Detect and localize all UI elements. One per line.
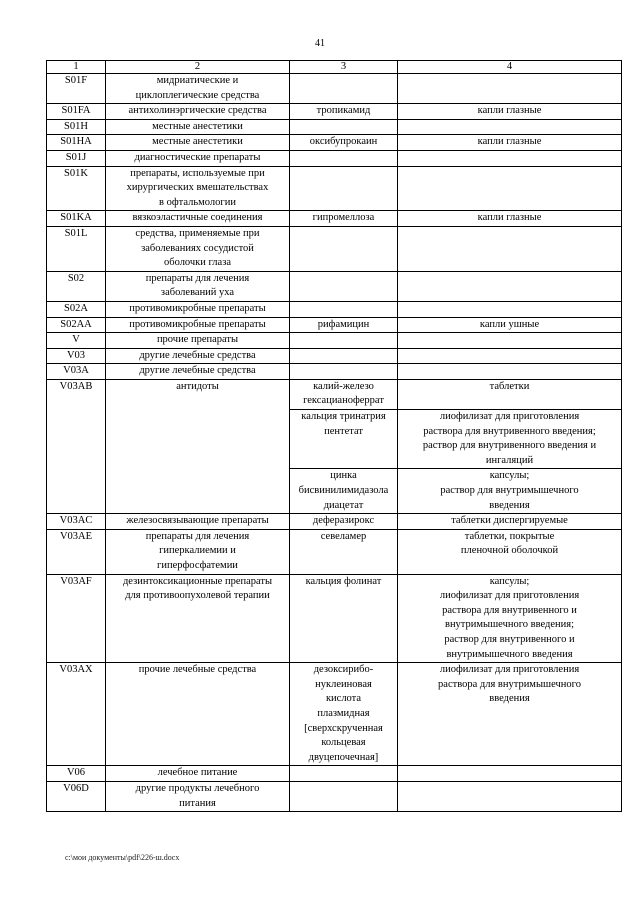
group-name-cell: другие продукты лечебного питания xyxy=(106,781,290,811)
group-name-cell: другие лечебные средства xyxy=(106,364,290,380)
drug-name-cell xyxy=(290,766,398,782)
atc-code-cell: S01F xyxy=(47,74,106,104)
dosage-form-cell xyxy=(398,348,622,364)
table-row xyxy=(47,348,622,364)
group-name-cell: лечебное питание xyxy=(106,766,290,782)
table-row xyxy=(47,317,622,333)
group-name-cell: антихолинэргические средства xyxy=(106,104,290,120)
table-row xyxy=(47,766,622,782)
drug-name-cell xyxy=(290,348,398,364)
atc-code-cell: S01HA xyxy=(47,135,106,151)
atc-code-cell: S02A xyxy=(47,301,106,317)
drug-name-cell: деферазирокс xyxy=(290,514,398,530)
dosage-form-cell xyxy=(398,271,622,301)
group-name-cell: препараты для лечения заболеваний уха xyxy=(106,271,290,301)
atc-code-cell: V03AF xyxy=(47,574,106,663)
dosage-form-cell xyxy=(398,781,622,811)
group-name-cell: местные анестетики xyxy=(106,135,290,151)
table-row xyxy=(47,529,622,574)
atc-code-cell: S01J xyxy=(47,150,106,166)
drug-name-cell: кальция фолинат xyxy=(290,574,398,663)
atc-code-cell: S01FA xyxy=(47,104,106,120)
table-row xyxy=(47,135,622,151)
drug-name-cell: цинка бисвинилимидазола диацетат xyxy=(290,469,398,514)
dosage-form-cell xyxy=(398,301,622,317)
table-row xyxy=(47,781,622,811)
drug-name-cell xyxy=(290,74,398,104)
atc-code-cell: V03A xyxy=(47,364,106,380)
drug-name-cell xyxy=(290,226,398,271)
drug-table xyxy=(46,60,622,812)
table-header-row xyxy=(47,61,622,74)
dosage-form-cell xyxy=(398,166,622,211)
drug-name-cell xyxy=(290,271,398,301)
dosage-form-cell xyxy=(398,766,622,782)
drug-name-cell xyxy=(290,119,398,135)
table-row xyxy=(47,150,622,166)
atc-code-cell: V03AX xyxy=(47,663,106,766)
atc-code-cell: V03 xyxy=(47,348,106,364)
group-name-cell: местные анестетики xyxy=(106,119,290,135)
atc-code-cell: S01H xyxy=(47,119,106,135)
atc-code-cell: V xyxy=(47,333,106,349)
drug-name-cell: дезоксирибо- нуклеиновая кислота плазмидная [сверхскрученная кольцевая двуцепочечная] xyxy=(290,663,398,766)
table-row xyxy=(47,74,622,104)
drug-name-cell: рифамицин xyxy=(290,317,398,333)
header-cell-2: 2 xyxy=(106,61,290,74)
drug-name-cell: калий-железо гексацианоферрат xyxy=(290,379,398,409)
atc-code-cell: S02 xyxy=(47,271,106,301)
drug-name-cell xyxy=(290,150,398,166)
group-name-cell: диагностические препараты xyxy=(106,150,290,166)
atc-code-cell: S01K xyxy=(47,166,106,211)
dosage-form-cell: капли ушные xyxy=(398,317,622,333)
dosage-form-cell: таблетки xyxy=(398,379,622,409)
dosage-form-cell: капсулы; раствор для внутримышечного введения xyxy=(398,469,622,514)
group-name-cell: вязкоэластичные соединения xyxy=(106,211,290,227)
group-name-cell: железосвязывающие препараты xyxy=(106,514,290,530)
table-row xyxy=(47,211,622,227)
footer-file-path: c:\мои документы\pdf\226-ш.docx xyxy=(65,853,180,862)
atc-code-cell: S01L xyxy=(47,226,106,271)
group-name-cell: дезинтоксикационные препараты для противоопухолевой терапии xyxy=(106,574,290,663)
table-row xyxy=(47,226,622,271)
atc-code-cell: S01KA xyxy=(47,211,106,227)
group-name-cell: противомикробные препараты xyxy=(106,317,290,333)
atc-code-cell: S02AA xyxy=(47,317,106,333)
dosage-form-cell: таблетки диспергируемые xyxy=(398,514,622,530)
page-number: 41 xyxy=(315,38,325,49)
table-row xyxy=(47,663,622,766)
dosage-form-cell: капли глазные xyxy=(398,104,622,120)
atc-code-cell: V03AC xyxy=(47,514,106,530)
table-row xyxy=(47,574,622,663)
table-row xyxy=(47,166,622,211)
table-body xyxy=(47,74,622,812)
atc-code-cell: V06D xyxy=(47,781,106,811)
atc-code-cell: V03AB xyxy=(47,379,106,513)
table-row xyxy=(47,104,622,120)
drug-name-cell xyxy=(290,333,398,349)
atc-code-cell: V06 xyxy=(47,766,106,782)
table-row xyxy=(47,271,622,301)
table-row xyxy=(47,379,622,409)
table-row xyxy=(47,514,622,530)
drug-name-cell: оксибупрокаин xyxy=(290,135,398,151)
dosage-form-cell xyxy=(398,119,622,135)
group-name-cell: противомикробные препараты xyxy=(106,301,290,317)
header-cell-4: 4 xyxy=(398,61,622,74)
group-name-cell: антидоты xyxy=(106,379,290,513)
group-name-cell: препараты, используемые при хирургических вмешательствах в офтальмологии xyxy=(106,166,290,211)
dosage-form-cell: капсулы; лиофилизат для приготовления раствора для внутривенного и внутримышечного введения; раствор для внутривенного и внутримышечного введения xyxy=(398,574,622,663)
group-name-cell: средства, применяемые при заболеваниях сосудистой оболочки глаза xyxy=(106,226,290,271)
group-name-cell: мидриатические и циклоплегические средства xyxy=(106,74,290,104)
dosage-form-cell: капли глазные xyxy=(398,135,622,151)
header-cell-3: 3 xyxy=(290,61,398,74)
drug-name-cell xyxy=(290,781,398,811)
table-row xyxy=(47,301,622,317)
dosage-form-cell: лиофилизат для приготовления раствора для внутримышечного введения xyxy=(398,663,622,766)
dosage-form-cell xyxy=(398,226,622,271)
table-row xyxy=(47,333,622,349)
group-name-cell: прочие лечебные средства xyxy=(106,663,290,766)
dosage-form-cell xyxy=(398,74,622,104)
table-row xyxy=(47,119,622,135)
drug-name-cell: тропикамид xyxy=(290,104,398,120)
dosage-form-cell: капли глазные xyxy=(398,211,622,227)
drug-name-cell xyxy=(290,364,398,380)
table-row xyxy=(47,364,622,380)
header-cell-1: 1 xyxy=(47,61,106,74)
drug-name-cell xyxy=(290,301,398,317)
group-name-cell: прочие препараты xyxy=(106,333,290,349)
dosage-form-cell: лиофилизат для приготовления раствора для внутривенного введения; раствор для внутривенного введения и ингаляций xyxy=(398,410,622,469)
drug-name-cell: севеламер xyxy=(290,529,398,574)
drug-name-cell xyxy=(290,166,398,211)
group-name-cell: другие лечебные средства xyxy=(106,348,290,364)
drug-name-cell: гипромеллоза xyxy=(290,211,398,227)
group-name-cell: препараты для лечения гиперкалиемии и гиперфосфатемии xyxy=(106,529,290,574)
dosage-form-cell xyxy=(398,364,622,380)
dosage-form-cell xyxy=(398,150,622,166)
dosage-form-cell xyxy=(398,333,622,349)
drug-name-cell: кальция тринатрия пентетат xyxy=(290,410,398,469)
atc-code-cell: V03AE xyxy=(47,529,106,574)
dosage-form-cell: таблетки, покрытые пленочной оболочкой xyxy=(398,529,622,574)
